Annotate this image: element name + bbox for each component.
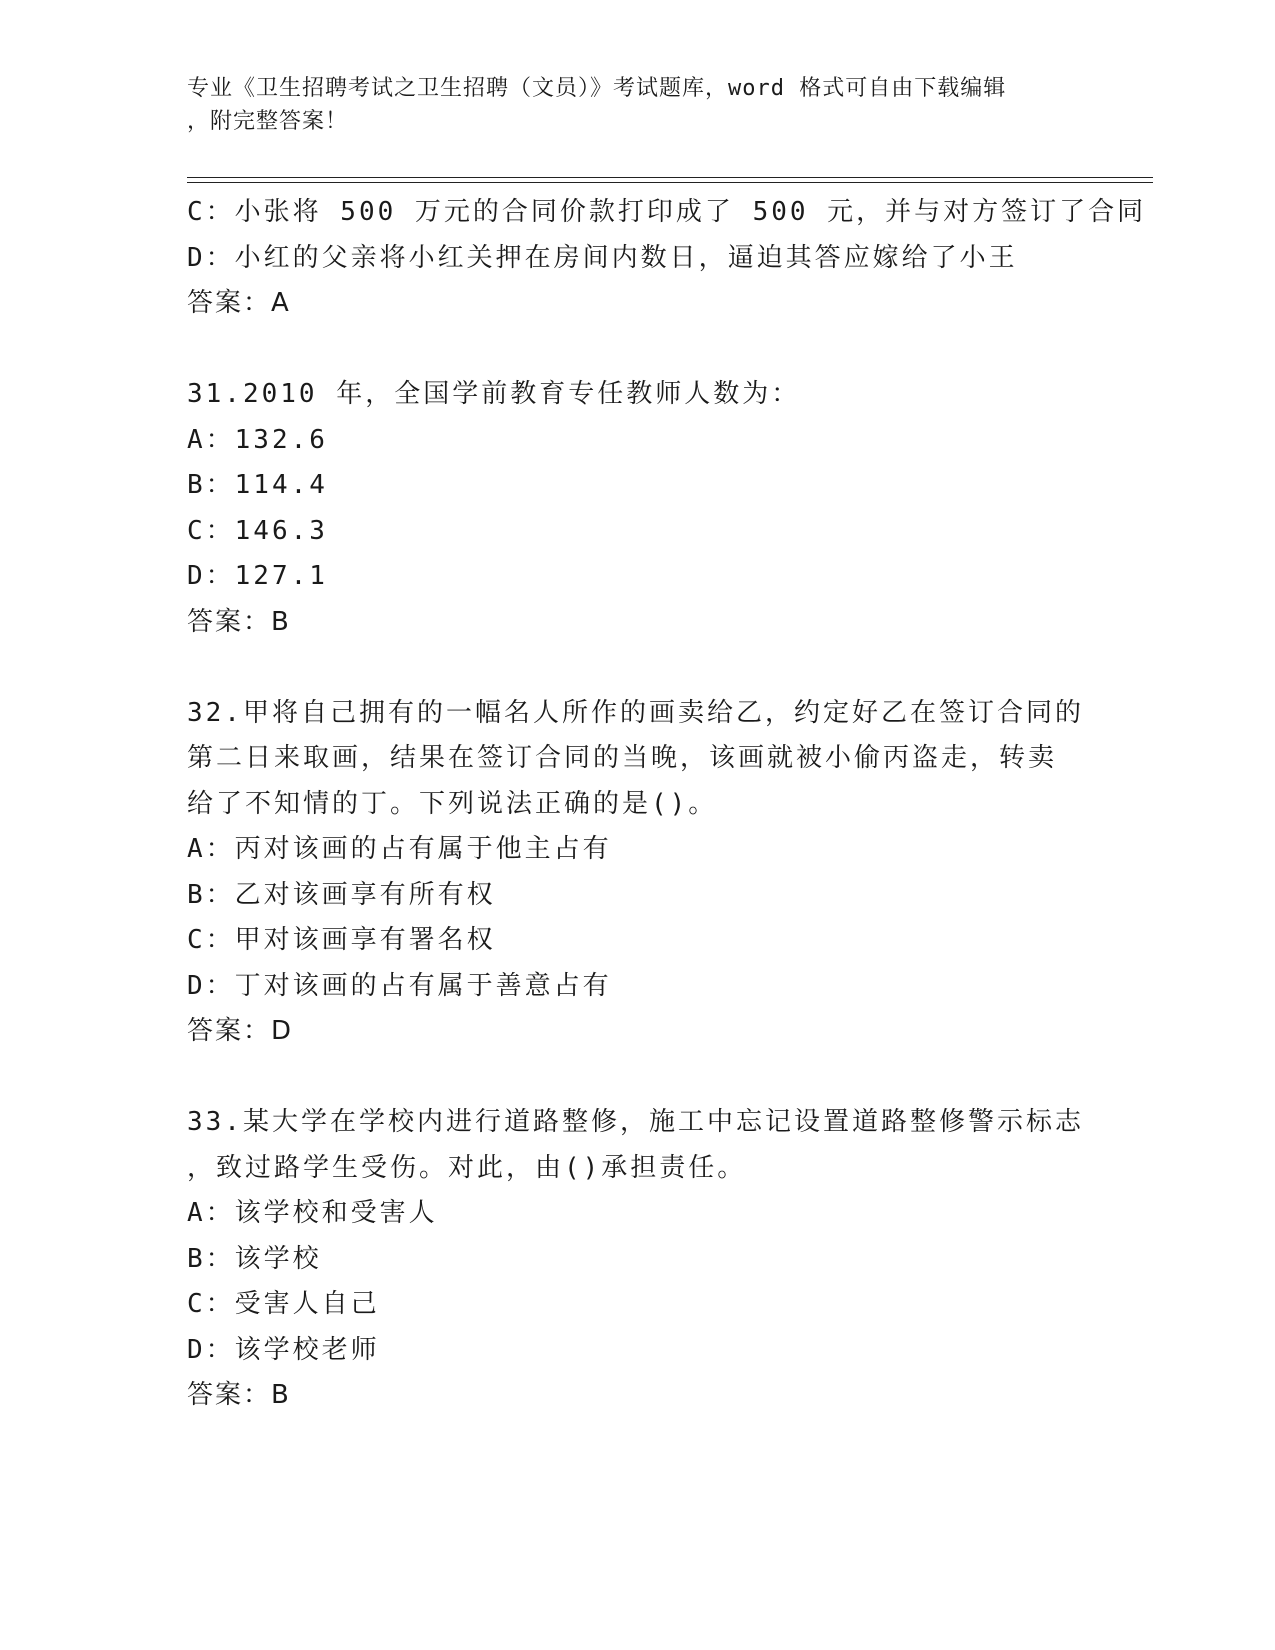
option-c: C：甲对该画享有署名权 [187,925,496,955]
option-a: A：丙对该画的占有属于他主占有 [187,834,612,864]
answer-line: 答案：D [187,1016,294,1046]
header-line: ，附完整答案！ [187,109,349,134]
option-c: C：小张将 500 万元的合同价款打印成了 500 元，并与对方签订了合同 [187,197,1147,227]
question-list [187,190,1147,1419]
option-c: C：146.3 [187,515,328,546]
option-d: D：丁对该画的占有属于善意占有 [187,970,612,1001]
question-block-33 [187,1100,1087,1419]
spacer [187,1055,1087,1101]
option-b: B：114.4 [187,470,328,500]
answer-line: 答案：B [187,606,291,637]
question-stem: 32.甲将自己拥有的一幅名人所作的画卖给乙，约定好乙在签订合同的 [187,697,1084,728]
spacer [187,645,1087,691]
option-d: D：该学校老师 [187,1334,380,1365]
option-d: D：小红的父亲将小红关押在房间内数日，逼迫其答应嫁给了小王 [187,242,1018,273]
option-a: A：132.6 [187,424,328,455]
question-stem: 给了不知情的丁。下列说法正确的是()。 [187,788,718,819]
option-b: B：该学校 [187,1243,322,1274]
question-stem: 第二日来取画，结果在签订合同的当晚，该画就被小偷丙盗走，转卖 [187,743,1058,773]
option-a: A：该学校和受害人 [187,1198,438,1228]
question-stem: 33.某大学在学校内进行道路整修，施工中忘记设置道路整修警示标志 [187,1107,1084,1137]
option-b: B：乙对该画享有所有权 [187,879,496,910]
header-divider-top [187,177,1153,178]
header-line: 专业《卫生招聘考试之卫生招聘（文员）》考试题库，word 格式可自由下载编辑 [187,76,1007,101]
question-stem: ，致过路学生受伤。对此，由()承担责任。 [187,1152,747,1183]
question-block-32 [187,691,1087,1055]
option-d: D：127.1 [187,561,328,591]
question-block-31 [187,372,1087,645]
answer-line: 答案：A [187,288,291,318]
document-header [187,72,1067,138]
answer-line: 答案：B [187,1380,291,1410]
header-divider-bottom [187,182,1153,183]
question-block-prev [187,190,1147,327]
option-c: C：受害人自己 [187,1289,380,1319]
spacer [187,327,1087,373]
question-stem: 31.2010 年，全国学前教育专任教师人数为： [187,379,801,409]
